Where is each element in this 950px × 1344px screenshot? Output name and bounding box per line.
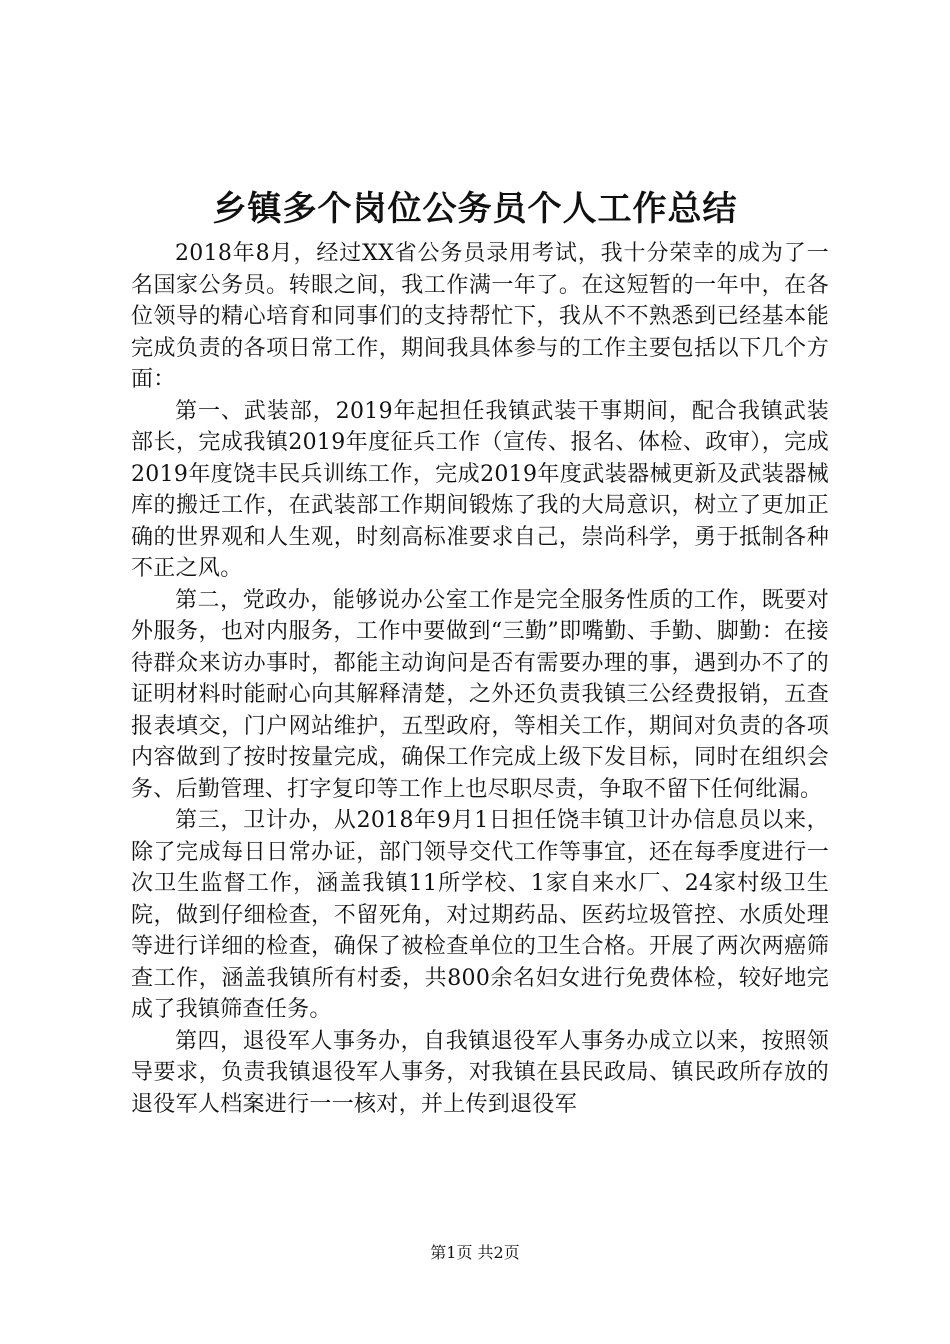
paragraph-party-office: 第二，党政办，能够说办公室工作是完全服务性质的工作，既要对外服务，也对内服务，工作中要做到“三勤”即嘴勤、手勤、脚勤：在接待群众来访办事时，都能主动询问是否有需要办理的事，遇到办不了的证明材料时能耐心向其解释清楚，之外还负责我镇三公经费报销，五查报表填交，门户网站维护，五型政府，等相关工作，期间对负责的各项内容做到了按时按量完成，确保工作完成上级下发目标，同时在组织会务、后勤管理、打字复印等工作上也尽职尽责，争取不留下任何纰漏。: [131, 587, 829, 802]
page-number: 第1页 共2页: [430, 1243, 520, 1262]
document-title: 乡镇多个岗位公务员个人工作总结: [212, 189, 738, 229]
paragraph-armed-forces: 第一、武装部，2019年起担任我镇武装干事期间，配合我镇武装部长，完成我镇2019年度征兵工作（宣传、报名、体检、政审），完成2019年度饶丰民兵训练工作，完成2019年度武装器械更新及武装器械库的搬迁工作，在武装部工作期间锻炼了我的大局意识，树立了更加正确的世界观和人生观，时刻高标准要求自己，崇尚科学，勇于抵制各种不正之风。: [131, 398, 829, 581]
document-body: [131, 238, 829, 1120]
paragraph-intro: 2018年8月，经过XX省公务员录用考试，我十分荣幸的成为了一名国家公务员。转眼之间，我工作满一年了。在这短暂的一年中，在各位领导的精心培育和同事们的支持帮忙下，我从不不熟悉到已经基本能完成负责的各项日常工作，期间我具体参与的工作主要包括以下几个方面：: [131, 241, 829, 392]
paragraph-health-office: 第三，卫计办，从2018年9月1日担任饶丰镇卫计办信息员以来，除了完成每日日常办证，部门领导交代工作等事宜，还在每季度进行一次卫生监督工作，涵盖我镇11所学校、1家自来水厂、24家村级卫生院，做到仔细检查，不留死角，对过期药品、医药垃圾管控、水质处理等进行详细的检查，确保了被检查单位的卫生合格。开展了两次两癌筛查工作，涵盖我镇所有村委，共800余名妇女进行免费体检，较好地完成了我镇筛查任务。: [131, 808, 829, 1022]
paragraph-veterans-office: 第四，退役军人事务办，自我镇退役军人事务办成立以来，按照领导要求，负责我镇退役军人事务，对我镇在县民政局、镇民政所存放的退役军人档案进行一一核对，并上传到退役军: [131, 1028, 829, 1117]
